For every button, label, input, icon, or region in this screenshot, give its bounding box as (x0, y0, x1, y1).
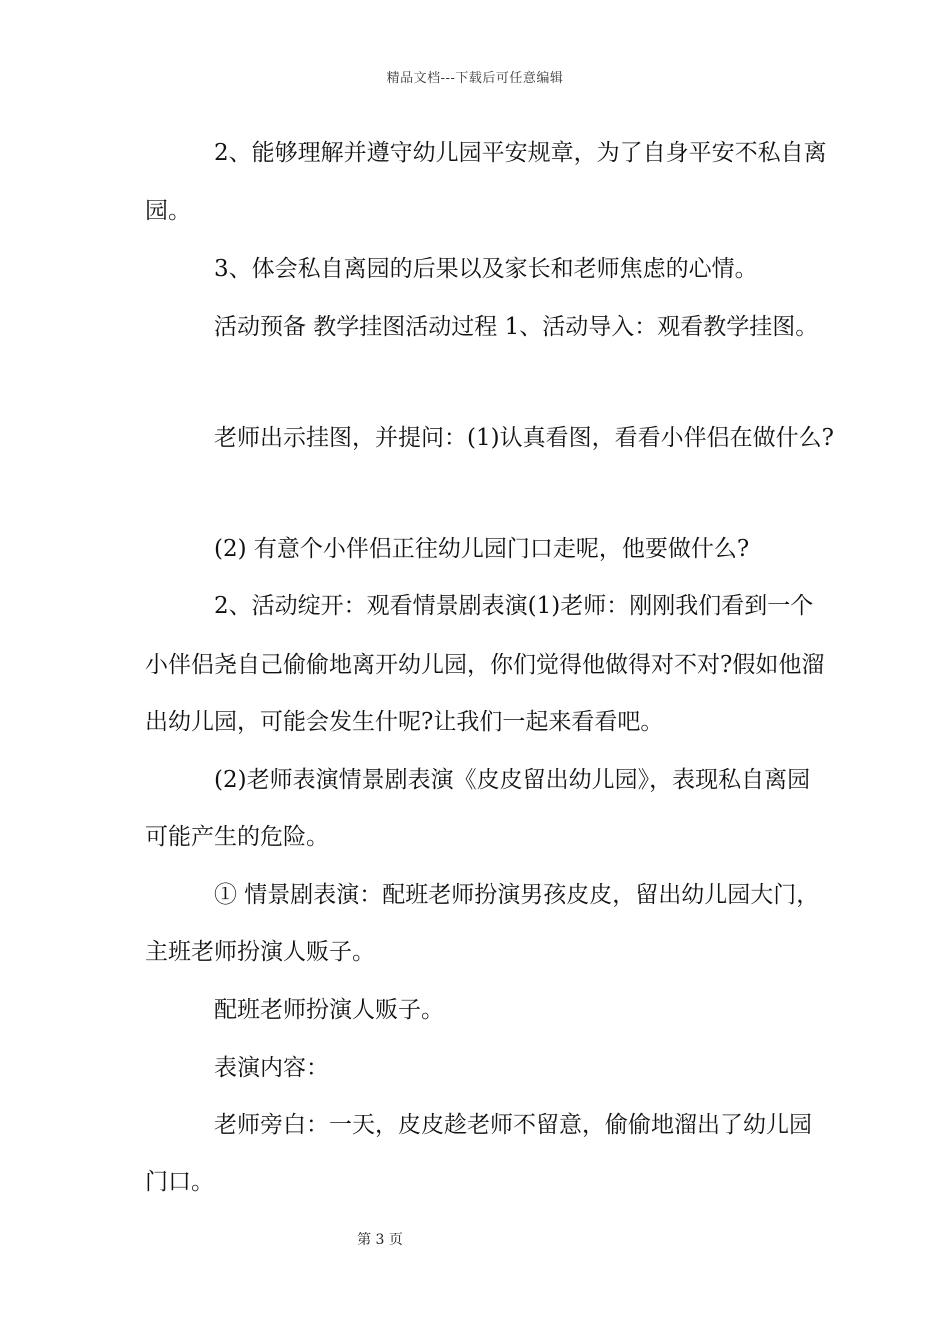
paragraph-line: 可能产生的危险。 (145, 824, 329, 850)
paragraph-line: 2、能够理解并遵守幼儿园平安规章，为了自身平安不私自离 (214, 140, 827, 166)
page-number: 第 3 页 (357, 1232, 403, 1248)
paragraph-line: 小伴侣尧自己偷偷地离开幼儿园，你们觉得他做得对不对?假如他溜 (145, 652, 825, 678)
paragraph-line: 老师旁白：一天，皮皮趁老师不留意，偷偷地溜出了幼儿园 (214, 1112, 812, 1138)
paragraph-line: 老师出示挂图，并提问：(1)认真看图，看看小伴侣在做什么? (214, 425, 834, 451)
page-header: 精品文档---下载后可任意编辑 (386, 71, 564, 86)
paragraph-line: 活动预备 教学挂图活动过程 1、活动导入：观看教学挂图。 (214, 314, 819, 340)
paragraph-line: 2、活动绽开：观看情景剧表演(1)老师：刚刚我们看到一个 (214, 593, 814, 619)
paragraph-line: 出幼儿园，可能会发生什呢?让我们一起来看看吧。 (145, 709, 664, 735)
paragraph-line: ① 情景剧表演：配班老师扮演男孩皮皮，留出幼儿园大门， (214, 882, 820, 908)
paragraph-line: (2) 有意个小伴侣正往幼儿园门口走呢，他要做什么? (214, 536, 750, 562)
paragraph-line: 表演内容： (214, 1055, 329, 1081)
paragraph-line: (2)老师表演情景剧表演《皮皮留出幼儿园》，表现私自离园 (214, 767, 811, 793)
paragraph-line: 主班老师扮演人贩子。 (145, 939, 375, 965)
paragraph-line: 3、体会私自离园的后果以及家长和老师焦虑的心情。 (214, 256, 758, 282)
paragraph-line: 配班老师扮演人贩子。 (214, 997, 444, 1023)
paragraph-line: 门口。 (145, 1169, 214, 1195)
paragraph-line: 园。 (145, 198, 191, 224)
